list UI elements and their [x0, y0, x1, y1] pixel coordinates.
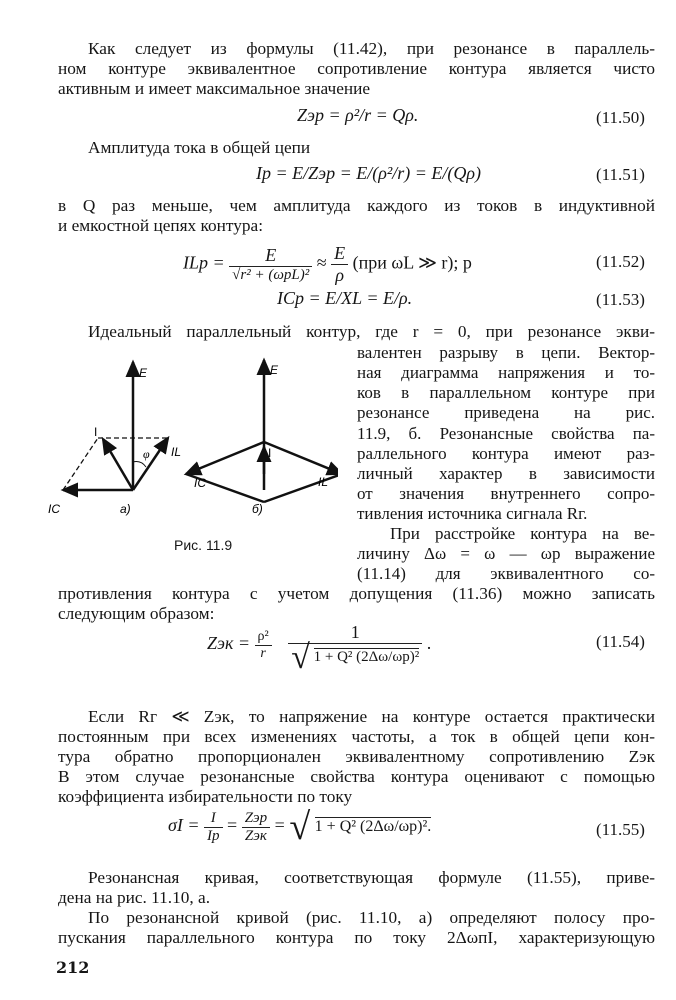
denominator: Iр	[207, 827, 220, 844]
label-phi: φ	[143, 447, 150, 461]
page-number: 212	[56, 958, 90, 977]
diagram-a	[48, 362, 181, 516]
text-line: следующим образом:	[58, 604, 215, 623]
text-line: личину Δω = ω — ωр выражение	[357, 544, 655, 563]
text-line: коэффициента избирательности по току	[58, 787, 353, 806]
equation-11-54: Zэк = $\frac{\text{ρ²}}{r}$ $\frac{1}{\text{√ 1 + Q² (2Δω/ωр)²}}$ .	[207, 622, 432, 676]
text-line: Амплитуда тока в общей цепи	[88, 138, 311, 157]
text-line: тивления источника сигнала Rг.	[357, 504, 588, 523]
label-I: I	[94, 425, 98, 439]
text-line: от значения внутреннего сопро-	[357, 484, 655, 503]
label-E: E	[270, 363, 279, 377]
text-line: личный характер в зависимости	[357, 464, 655, 483]
text-line: ном контуре эквивалентное сопротивление контура является чисто	[58, 59, 655, 78]
fraction	[255, 629, 272, 662]
equation-number: (11.53)	[596, 290, 645, 309]
text-line: (11.14) для эквивалентного со-	[357, 564, 655, 583]
numerator: Zэр	[242, 810, 270, 828]
equation-number: (11.51)	[596, 165, 645, 184]
text-line: противления контура с учетом допущения (11.36) можно записать	[58, 584, 655, 603]
label-IL: IL	[318, 475, 329, 489]
text-line: и емкостной цепях контура:	[58, 216, 264, 235]
text-line: ная диаграмма напряжения и то-	[357, 363, 655, 382]
fraction	[229, 245, 312, 284]
text-line: 11.9, б. Резонансные свойства па-	[357, 424, 655, 443]
vector-diagram-figure	[38, 352, 338, 532]
denominator: r	[260, 645, 266, 661]
label-IC: IC	[194, 476, 206, 490]
text-line: постоянным при всех изменениях частоты, а ток в общей цепи кон-	[58, 727, 655, 746]
text-line: Как следует из формулы (11.42), при резонансе в параллель-	[88, 39, 655, 58]
text-line: ков в параллельном контуре при	[357, 383, 655, 402]
text-line: В этом случае резонансные свойства контура оценивают с помощью	[58, 767, 655, 786]
radicand: 1 + Q² (2Δω/ωр)²	[313, 649, 420, 666]
vector-I	[103, 439, 133, 490]
radical-sign: √	[291, 639, 310, 676]
text-line: пускания параллельного контура по току 2ΔωпI, характеризующую	[58, 928, 655, 947]
radical-sign: √	[289, 806, 311, 848]
fraction	[331, 243, 348, 286]
text-line: При расстройке контура на ве-	[390, 524, 655, 543]
eq-lhs: ILр =	[183, 252, 225, 273]
equation-11-51: Iр = E/Zэр = E/(ρ²/r) = E/(Qρ)	[256, 163, 482, 183]
equation-11-55: σI = $\frac{I}{Iр}$ = $\frac{\text{Zэр}}{\text{Zэк}}$ = √ 1 + Q² (2Δω/ωр)².	[168, 806, 432, 848]
denominator	[288, 639, 422, 676]
equation-11-50: Zэр = ρ²/r = Qρ.	[297, 105, 419, 125]
denominator: Zэк	[244, 827, 267, 844]
numerator: 1	[288, 622, 422, 644]
denominator: √r² + (ωрL)²	[232, 267, 310, 283]
text-line: тура обратно пропорционален эквивалентному сопротивлению Zэк	[58, 747, 655, 766]
subfigure-label-b: б)	[252, 502, 263, 516]
text-line: в Q раз меньше, чем амплитуда каждого из токов в индуктивной	[58, 196, 655, 215]
text-line: активным и имеет максимальное значение	[58, 79, 371, 98]
vector-IL	[264, 442, 338, 474]
text-line: дена на рис. 11.10, а.	[58, 888, 211, 907]
angle-arc	[133, 462, 146, 467]
label-E: E	[139, 366, 148, 380]
subfigure-label-a: а)	[120, 502, 131, 516]
radicand: 1 + Q² (2Δω/ωр)².	[314, 818, 432, 836]
numerator: ρ²	[255, 629, 272, 646]
text-line: По резонансной кривой (рис. 11.10, а) определяют полосу про-	[88, 908, 655, 927]
text-line: Если Rг ≪ Zэк, то напряжение на контуре остается практически	[88, 707, 655, 726]
label-I: I	[268, 446, 272, 460]
numerator: E	[229, 245, 312, 267]
dashed-line	[63, 438, 98, 490]
denominator: ρ	[335, 265, 344, 285]
numerator: I	[204, 810, 223, 828]
equation-number: (11.54)	[596, 632, 645, 651]
fraction	[204, 810, 223, 845]
text-line: Резонансная кривая, соответствующая формуле (11.55), приве-	[88, 868, 655, 887]
figure-caption: Рис. 11.9	[174, 537, 233, 553]
label-IL: IL	[171, 445, 182, 459]
fraction	[242, 810, 270, 845]
text-line: Идеальный параллельный контур, где r = 0, при резонансе экви-	[88, 322, 655, 341]
equation-number: (11.55)	[596, 820, 645, 839]
equation-number: (11.50)	[596, 108, 645, 127]
fraction	[288, 622, 422, 676]
diagram-b	[186, 360, 338, 516]
vector-IL	[133, 438, 168, 490]
equation-11-52	[183, 243, 472, 286]
text-line: раллельного контура имеют раз-	[357, 444, 655, 463]
numerator: E	[331, 243, 348, 265]
vector-IC	[186, 442, 264, 474]
eq-lhs: Zэк =	[207, 633, 251, 654]
equation-number: (11.52)	[596, 252, 645, 271]
label-IC: IC	[48, 502, 60, 516]
eq-lhs: σI =	[168, 815, 200, 836]
text-line: валентен разрыву в цепи. Вектор-	[357, 343, 655, 362]
approx-sign: ≈	[316, 252, 327, 273]
text-line: резонансе приведена на рис.	[357, 403, 655, 422]
equation-11-53: ICр = E/XL = E/ρ.	[277, 288, 413, 308]
condition: (при ωL ≫ r); р	[352, 252, 472, 273]
